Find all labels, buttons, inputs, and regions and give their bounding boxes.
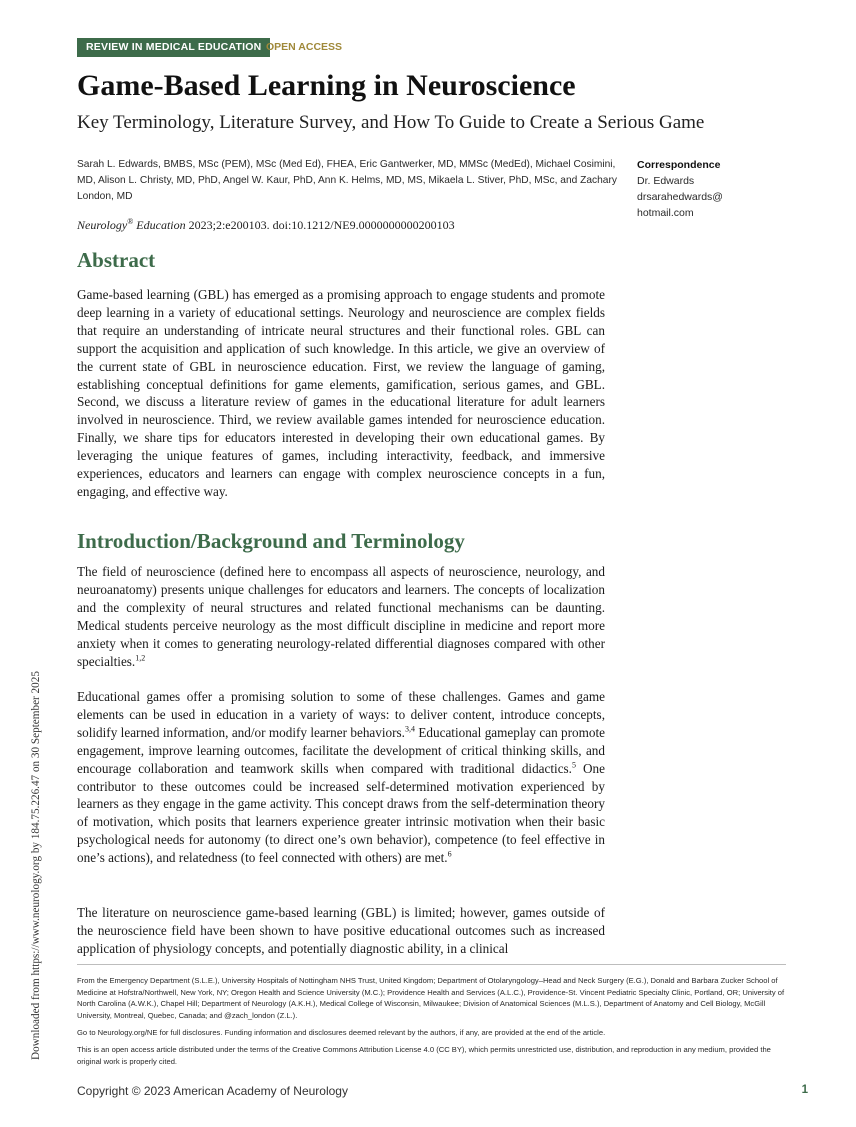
citation-details: 2023;2:e200103. doi:10.1212/NE9.0000000000200103 (188, 218, 455, 232)
download-note: Downloaded from https://www.neurology.org by 184.75.226.47 on 30 September 2025 (30, 671, 42, 1060)
reference-marker[interactable]: 6 (447, 849, 452, 859)
journal-name: Neurology (77, 218, 128, 232)
intro-paragraph-1 (77, 563, 605, 670)
abstract-paragraph: Game-based learning (GBL) has emerged as a promising approach to engage students and promote deep learning in a variety of educational settings. Neurology and neuroscience are complex fields that require an understanding of intricate neural structures and their functional roles. GBL can support the acquisition and application of such knowledge. In this article, we give an overview of the current state of GBL in neuroscience education. First, we review the language of gaming, establishing conceptual definitions for game elements, gamification, serious games, and GBL. Second, we discuss a literature review of games in the educational literature for adult learners involved in neuroscience. Third, we review available games intended for neuroscience education. Finally, we share tips for educators interested in developing their own educational games. By leveraging the unique features of games, including interactivity, feedback, and immersive experiences, educators and learners can engage with complex neuroscience concepts in a fun, engaging, and effective way. (77, 287, 605, 499)
download-sidebar (24, 650, 48, 1060)
intro-p1-text: The field of neuroscience (defined here to encompass all aspects of neuroscience, neurology, and neuroanatomy) presents unique challenges for educators and learners. The concepts of localization and the complexity of neural structures and related functional mechanisms can be daunting. Medical students perceive neurology as the most difficult discipline in medicine and report more anxiety when it comes to generating neurology-related differential diagnoses compared with other specialties. (77, 564, 605, 669)
intro-p2-text-c: One contributor to these outcomes could be increased self-determined motivation experienced by learners as they engage in the game activity. This concept draws from the self-determination theory of motivation, which posits that learners experience greater intrinsic motivation when their basic psychological needs for autonomy (to direct one’s own behavior), competence (to feel effective in one’s actions), and relatedness (to feel connected with others) are met. (77, 760, 605, 866)
open-access-label[interactable]: OPEN ACCESS (266, 41, 343, 53)
intro-paragraph-2 (77, 688, 605, 867)
article-title: Game-Based Learning in Neuroscience (77, 69, 576, 102)
correspondence-block (637, 157, 797, 221)
disclosures-footnote: Go to Neurology.org/NE for full disclosures. Funding information and disclosures deemed relevant by the authors, if any, are provided at the end of the article. (77, 1028, 606, 1037)
correspondence-heading: Correspondence (637, 159, 721, 171)
citation-line (77, 213, 617, 234)
journal-registered-mark: ® (127, 217, 134, 226)
author-list: Sarah L. Edwards, BMBS, MSc (PEM), MSc (Med Ed), FHEA, Eric Gantwerker, MD, MMSc (MedEd), Michael Cosimini, MD, Alison L. Christy, MD, PhD, Angel W. Kaur, PhD, Ann K. Helms, MD, MS, Mikaela L. Stiver, PhD, MSc, and Zachary London, MD (77, 159, 617, 202)
intro-p2-text-a: Educational games offer a promising solution to some of these challenges. Games and game elements can be used in education in a variety of ways: to deliver content, introduce concepts, solidify learned information, and/or modify learner behaviors. (77, 689, 605, 740)
license-footnote: This is an open access article distributed under the terms of the Creative Commons Attribution License 4.0 (CC BY), which permits unrestricted use, distribution, and reproduction in any medium, provided the original work is properly cited. (77, 1045, 771, 1066)
journal-suffix: Education (136, 218, 186, 232)
introduction-heading: Introduction/Background and Terminology (77, 529, 465, 553)
correspondence-email-line2[interactable]: hotmail.com (637, 207, 694, 219)
abstract-heading: Abstract (77, 248, 156, 272)
page-number: 1 (801, 1084, 808, 1096)
article-subtitle: Key Terminology, Literature Survey, and How To Guide to Create a Serious Game (77, 112, 705, 133)
affiliations-footnote: From the Emergency Department (S.L.E.), University Hospitals of Nottingham NHS Trust, United Kingdom; Department of Otolaryngology–Head and Neck Surgery (E.G.), Donald and Barbara Zucker School of Medicine at Hofstra/Northwell, New York, NY; Oregon Health and Science University (M.C.); Providence Health and Services (A.L.C.), Providence-St. Vincent Pediatric Specialty Clinic, Portland, OR; University of North Carolina (A.W.K.), Chapel Hill; Department of Neurology (A.K.H.), Medical College of Wisconsin, Milwaukee; Division of Anatomical Sciences (M.L.S.), Department of Anatomy and Cell Biology, McGill University, Montreal, Quebec, Canada; and @zach_london (Z.L.). (77, 976, 785, 1020)
reference-marker[interactable]: 5 (571, 760, 576, 770)
footnote-divider (77, 964, 786, 965)
reference-marker[interactable]: 3,4 (404, 724, 415, 734)
article-type-badge: REVIEW IN MEDICAL EDUCATION (77, 38, 270, 57)
correspondence-email-line1[interactable]: drsarahedwards@ (637, 191, 723, 203)
reference-marker[interactable]: 1,2 (135, 653, 146, 663)
intro-paragraph-3: The literature on neuroscience game-based learning (GBL) is limited; however, games outside of the neuroscience field have been shown to have positive educational outcomes such as increased application of physiology concepts, and potentially diagnostic ability, in a clinical (77, 905, 605, 956)
intro-p2-text-b: Educational gameplay can promote engagement, improve learning outcomes, facilitate the development of critical thinking skills, and encourage collaboration and teamwork skills when compared with traditional didactics. (77, 724, 606, 776)
correspondence-name: Dr. Edwards (637, 175, 695, 187)
copyright-notice: Copyright © 2023 American Academy of Neurology (77, 1084, 348, 1098)
